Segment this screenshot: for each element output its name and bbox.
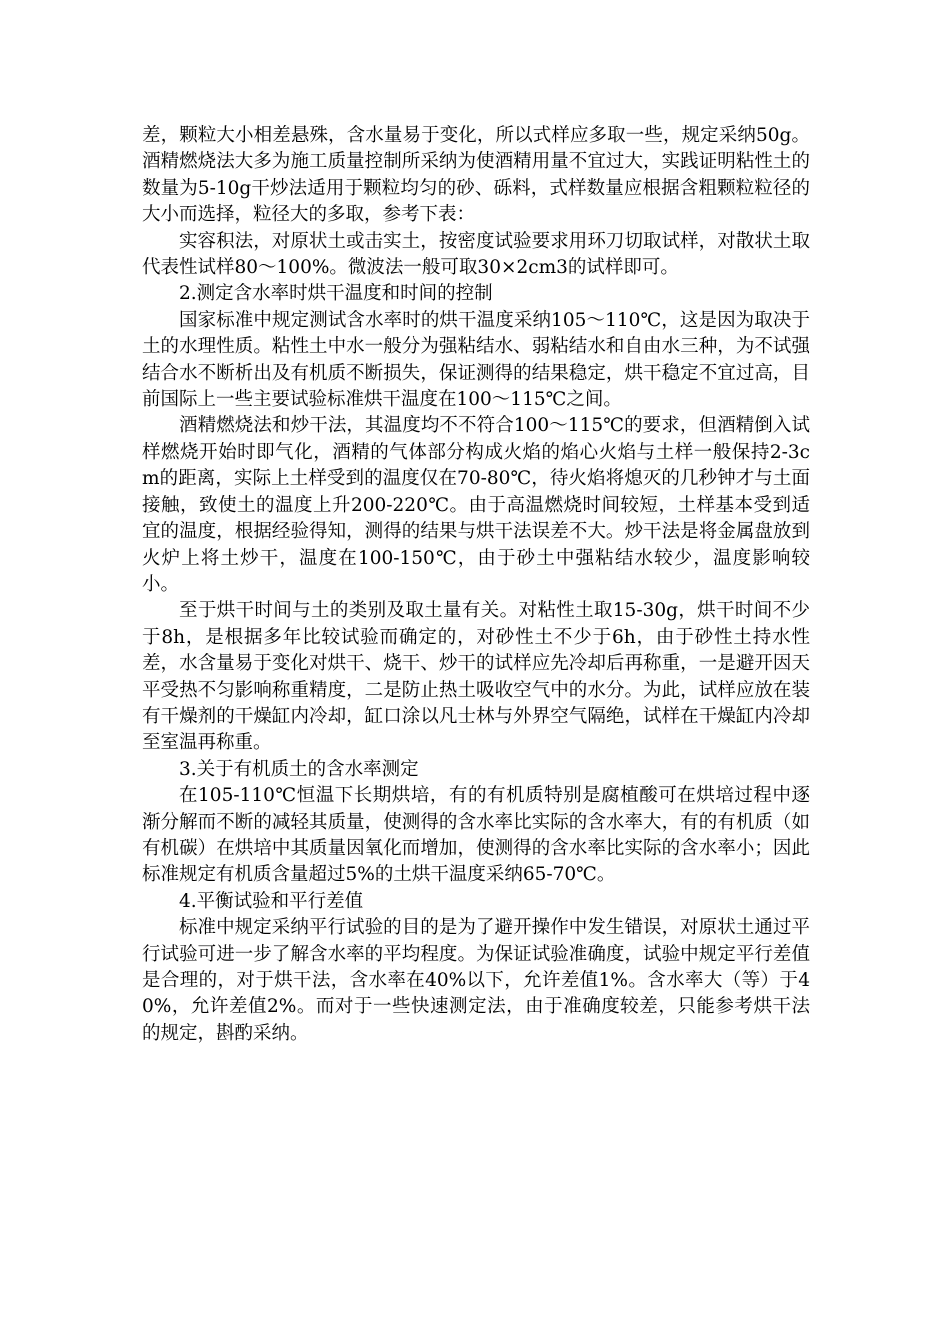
paragraph-alcohol-burning: 酒精燃烧法和炒干法，其温度均不不符合100～115℃的要求，但酒精倒入试样燃烧开始时即气化，酒精的气体部分构成火焰的焰心火焰与土样一般保持2-3cm的距离，实际上土样受到的温度仅在70-80℃，待火焰将熄灭的几秒钟才与土面接触，致使土的温度上升200-220℃。由于高温燃烧时间较短，土样基本受到适宜的温度，根据经验得知，测得的结果与烘干法误差不大。炒干法是将金属盘放到火炉上将土炒干，温度在100-150℃，由于砂土中强粘结水较少，温度影响较小。 bbox=[142, 415, 810, 595]
paragraph-drying-temperature: 国家标准中规定测试含水率时的烘干温度采纳105～110℃，这是因为取决于土的水理性质。粘性土中水一般分为强粘结水、弱粘结水和自由水三种，为不试强结合水不断析出及有机质不断损失，保证测得的结果稳定，烘干稳定不宜过高，目前国际上一些主要试验标准烘干温度在100～115℃之间。 bbox=[142, 309, 810, 411]
document-page bbox=[142, 123, 810, 1047]
paragraph-organic-soil: 在105-110℃恒温下长期烘培，有的有机质特别是腐植酸可在烘培过程中逐渐分解而不断的减轻其质量，使测得的含水率比实际的含水率大，有的有机质（如有机碳）在烘培中其质量因氧化而增加，使测得的含水率比实际的含水率小；因此标准规定有机质含量超过5%的土烘干温度采纳65-70℃。 bbox=[142, 785, 810, 886]
section-heading-4: 4.平衡试验和平行差值 bbox=[179, 890, 364, 912]
paragraph-drying-time: 至于烘干时间与土的类别及取土量有关。对粘性土取15-30g，烘干时间不少于8h，是根据多年比较试验而确定的，对砂性土不少于6h，由于砂性土持水性差，水含量易于变化对烘干、烧干、炒干的试样应先冷却后再称重，一是避开因天平受热不匀影响称重精度，二是防止热土吸收空气中的水分。为此，试样应放在装有干燥剂的干燥缸内冷却，缸口涂以凡士林与外界空气隔绝，试样在干燥缸内冷却至室温再称重。 bbox=[142, 600, 810, 754]
paragraph-volume-method: 实容积法，对原状土或击实土，按密度试验要求用环刀切取试样，对散状土取代表性试样80～100%。微波法一般可取30×2cm3的试样即可。 bbox=[142, 230, 810, 279]
section-heading-3: 3.关于有机质土的含水率测定 bbox=[179, 758, 419, 780]
paragraph-continuation: 差，颗粒大小相差悬殊，含水量易于变化，所以式样应多取一些，规定采纳50g。酒精燃烧法大多为施工质量控制所采纳为使酒精用量不宜过大，实践证明粘性土的数量为5-10g干炒法适用于颗粒均匀的砂、砾料，式样数量应根据含粗颗粒粒径的大小而选择，粒径大的多取，参考下表： bbox=[142, 125, 810, 226]
paragraph-parallel-test: 标准中规定采纳平行试验的目的是为了避开操作中发生错误，对原状土通过平行试验可进一步了解含水率的平均程度。为保证试验准确度，试验中规定平行差值是合理的，对于烘干法，含水率在40%以下，允许差值1%。含水率大（等）于40%，允许差值2%。而对于一些快速测定法，由于准确度较差，只能参考烘干法的规定，斟酌采纳。 bbox=[142, 917, 810, 1044]
section-heading-2: 2.测定含水率时烘干温度和时间的控制 bbox=[179, 283, 493, 305]
